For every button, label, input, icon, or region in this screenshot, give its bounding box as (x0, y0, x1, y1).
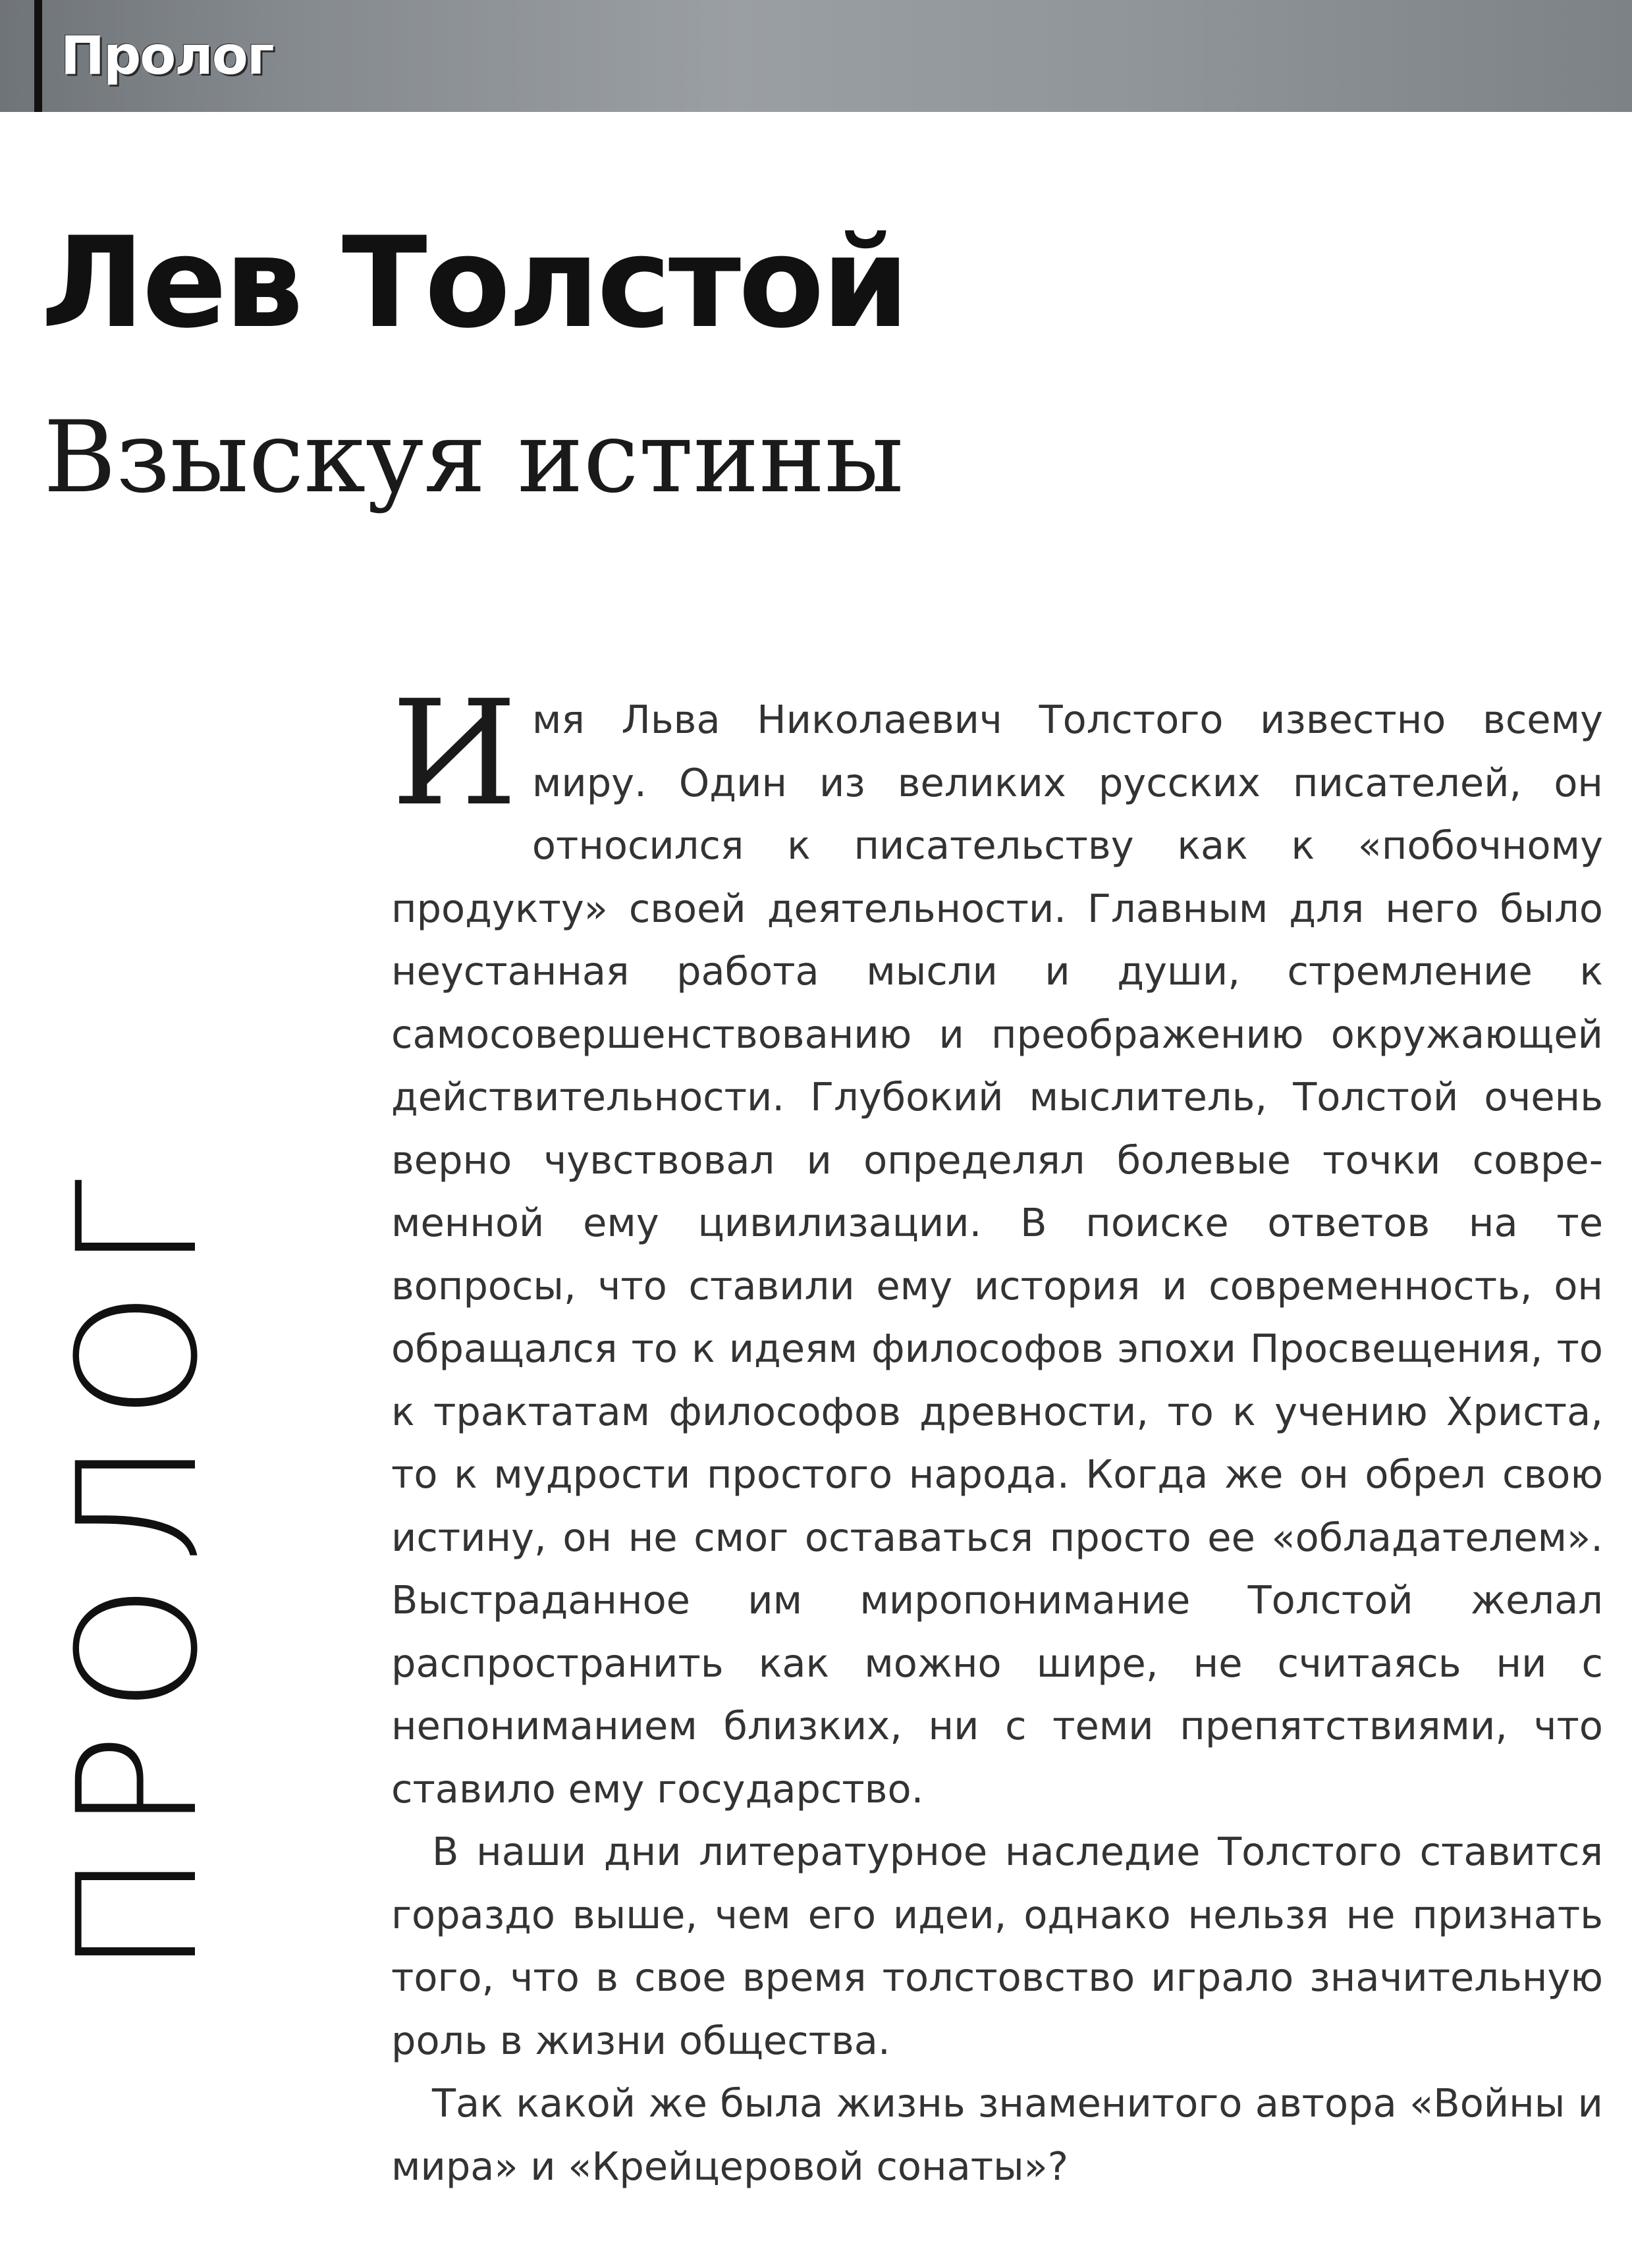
page-subtitle: Взыскуя истины (43, 400, 904, 515)
paragraph-1 (391, 669, 1603, 1820)
section-label: Пролог (61, 25, 273, 86)
paragraph-3: Так какой же была жизнь знаменитого автора «Войны и мира» и «Крейцеровой сонаты»? (391, 2080, 1603, 2189)
section-header-rule (34, 0, 42, 112)
drop-cap: И (391, 669, 518, 838)
vertical-section-label: ПРОЛОГ (42, 1159, 234, 1976)
paragraph-2: В наши дни литературное наследие Толстого ставится гораздо выше, чем его идеи, однако нельзя не признать того, что в свое время толстовство играло значительную роль в жизни общества. (391, 1829, 1603, 2063)
page-title: Лев Толстой (41, 210, 907, 356)
paragraph-1-text: мя Льва Николаевич Толстого известно всему миру. Один из великих русских писателей, он относился к писательству как к «побочному продукту» своей деятельности. Главным для него было неустанная работа мысли и души, стремление к самосовершенствованию и преображению окружающей действительности. Глубокий мыслитель, Толстой очень верно чувствовал и определял болевые точки современной ему цивилизации. В поиске ответов на те вопросы, что ставили ему история и современность, он обращался то к идеям философов эпохи Просвещения, то к трактатам философов древности, то к учению Христа, то к мудрости простого народа. Когда же он обрел свою истину, он не смог оставаться просто ее «обладателем». Выстраданное им миропонимание Толстой желал распространить как можно шире, не считаясь ни с непониманием близких, ни с теми препятствиями, что ставило ему государство. (391, 697, 1603, 1812)
article-body (391, 669, 1603, 2198)
